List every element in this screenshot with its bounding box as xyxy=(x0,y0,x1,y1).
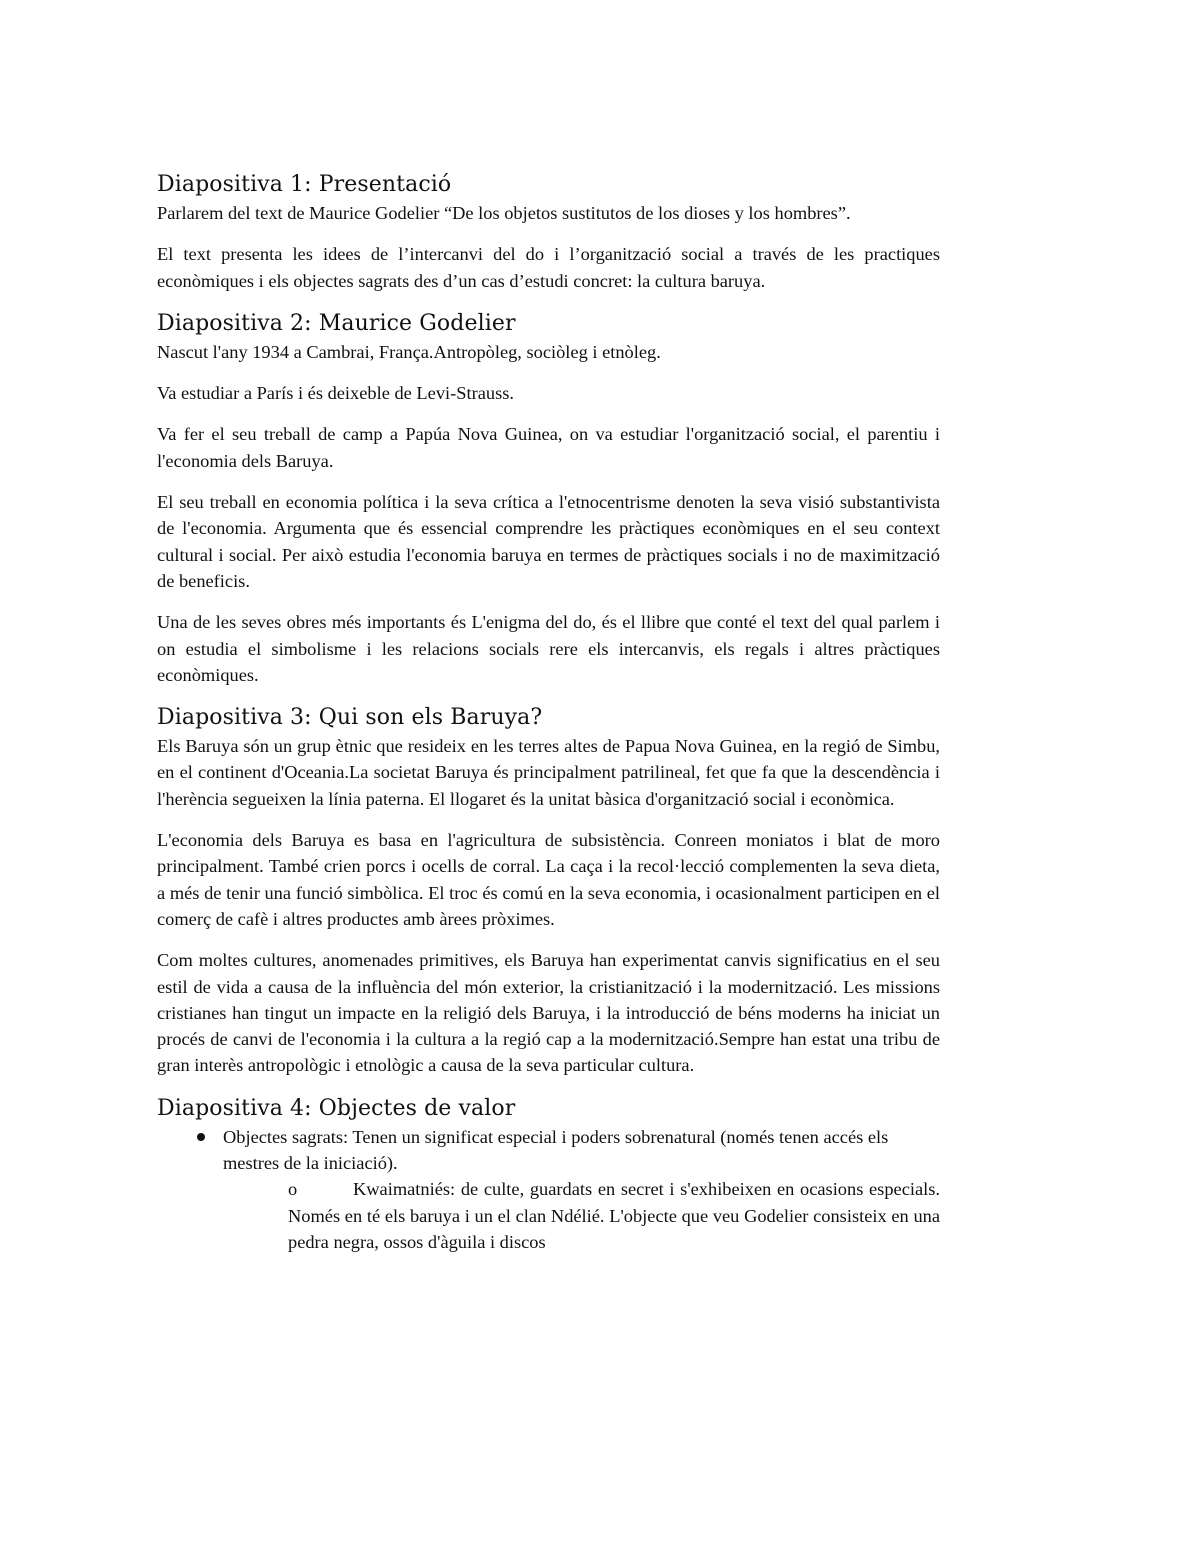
paragraph: El seu treball en economia política i la seva crítica a l'etnocentrisme denoten la seva visió substantivista de l'economia. Argumenta que és essencial comprendre les pràctiques econòmiques en el seu context cultural i social. Per això estudia l'economia baruya en termes de pràctiques socials i no de maximització de beneficis. xyxy=(157,492,940,591)
section-heading: Diapositiva 4: Objectes de valor xyxy=(157,1095,516,1121)
sub-list-item xyxy=(157,1176,940,1255)
section-3 xyxy=(157,703,940,1079)
document-page xyxy=(157,170,940,1255)
section-heading: Diapositiva 2: Maurice Godelier xyxy=(157,310,516,336)
paragraph: Els Baruya són un grup ètnic que resideix en les terres altes de Papua Nova Guinea, en la regió de Simbu, en el continent d'Oceania.La societat Baruya és principalment patrilineal, fet que fa que la descendència i l'herència segueixen la línia paterna. El llogaret és la unitat bàsica d'organització social i econòmica. xyxy=(157,736,940,809)
paragraph: Una de les seves obres més importants és L'enigma del do, és el llibre que conté el text del qual parlem i on estudia el simbolisme i les relacions socials rere els intercanvis, els regals i altres pràctiques econòmiques. xyxy=(157,612,940,685)
section-1 xyxy=(157,170,940,294)
sub-list-item-text: Kwaimatniés: de culte, guardats en secret i s'exhibeixen en ocasions especials. Només en té els baruya i un el clan Ndélié. L'objecte que veu Godelier consisteix en una pedra negra, ossos d'àguila i discos xyxy=(288,1179,940,1252)
bullet-icon xyxy=(197,1133,205,1141)
list-item xyxy=(157,1124,940,1177)
section-heading: Diapositiva 1: Presentació xyxy=(157,172,452,197)
section-4 xyxy=(157,1094,940,1255)
section-heading: Diapositiva 3: Qui son els Baruya? xyxy=(157,705,543,731)
paragraph: L'economia dels Baruya es basa en l'agricultura de subsistència. Conreen moniatos i blat de moro principalment. També crien porcs i ocells de corral. La caça i la recol·lecció complementen la seva dieta, a més de tenir una funció simbòlica. El troc és comú en la seva economia, i ocasionalment participen en el comerç de cafè i altres productes amb àrees pròximes. xyxy=(157,830,940,929)
paragraph: Va fer el seu treball de camp a Papúa Nova Guinea, on va estudiar l'organització social, el parentiu i l'economia dels Baruya. xyxy=(157,424,940,471)
paragraph: Va estudiar a París i és deixeble de Levi-Strauss. xyxy=(157,383,514,404)
section-2 xyxy=(157,309,940,688)
list-item-text: Objectes sagrats: Tenen un significat especial i poders sobrenatural (només tenen accés els mestres de la iniciació). xyxy=(223,1126,889,1174)
bullet-list xyxy=(157,1124,940,1177)
sub-bullet-icon: o xyxy=(288,1179,298,1200)
paragraph: Com moltes cultures, anomenades primitives, els Baruya han experimentat canvis significatius en el seu estil de vida a causa de la influència del món exterior, la cristianització i la modernització. Les missions cristianes han tingut un impacte en la religió dels Baruya, i la introducció de béns moderns ha iniciat un procés de canvi de l'economia i la cultura a la regió cap a la modernització.Sempre han estat una tribu de gran interès antropològic i etnològic a causa de la seva particular cultura. xyxy=(157,950,940,1076)
paragraph: Nascut l'any 1934 a Cambrai, França.Antropòleg, sociòleg i etnòleg. xyxy=(157,341,661,362)
paragraph: Parlarem del text de Maurice Godelier “De los objetos sustitutos de los dioses y los hombres”. xyxy=(157,203,851,223)
paragraph: El text presenta les idees de l’intercanvi del do i l’organització social a través de les practiques econòmiques i els objectes sagrats des d’un cas d’estudi concret: la cultura baruya. xyxy=(157,244,940,291)
